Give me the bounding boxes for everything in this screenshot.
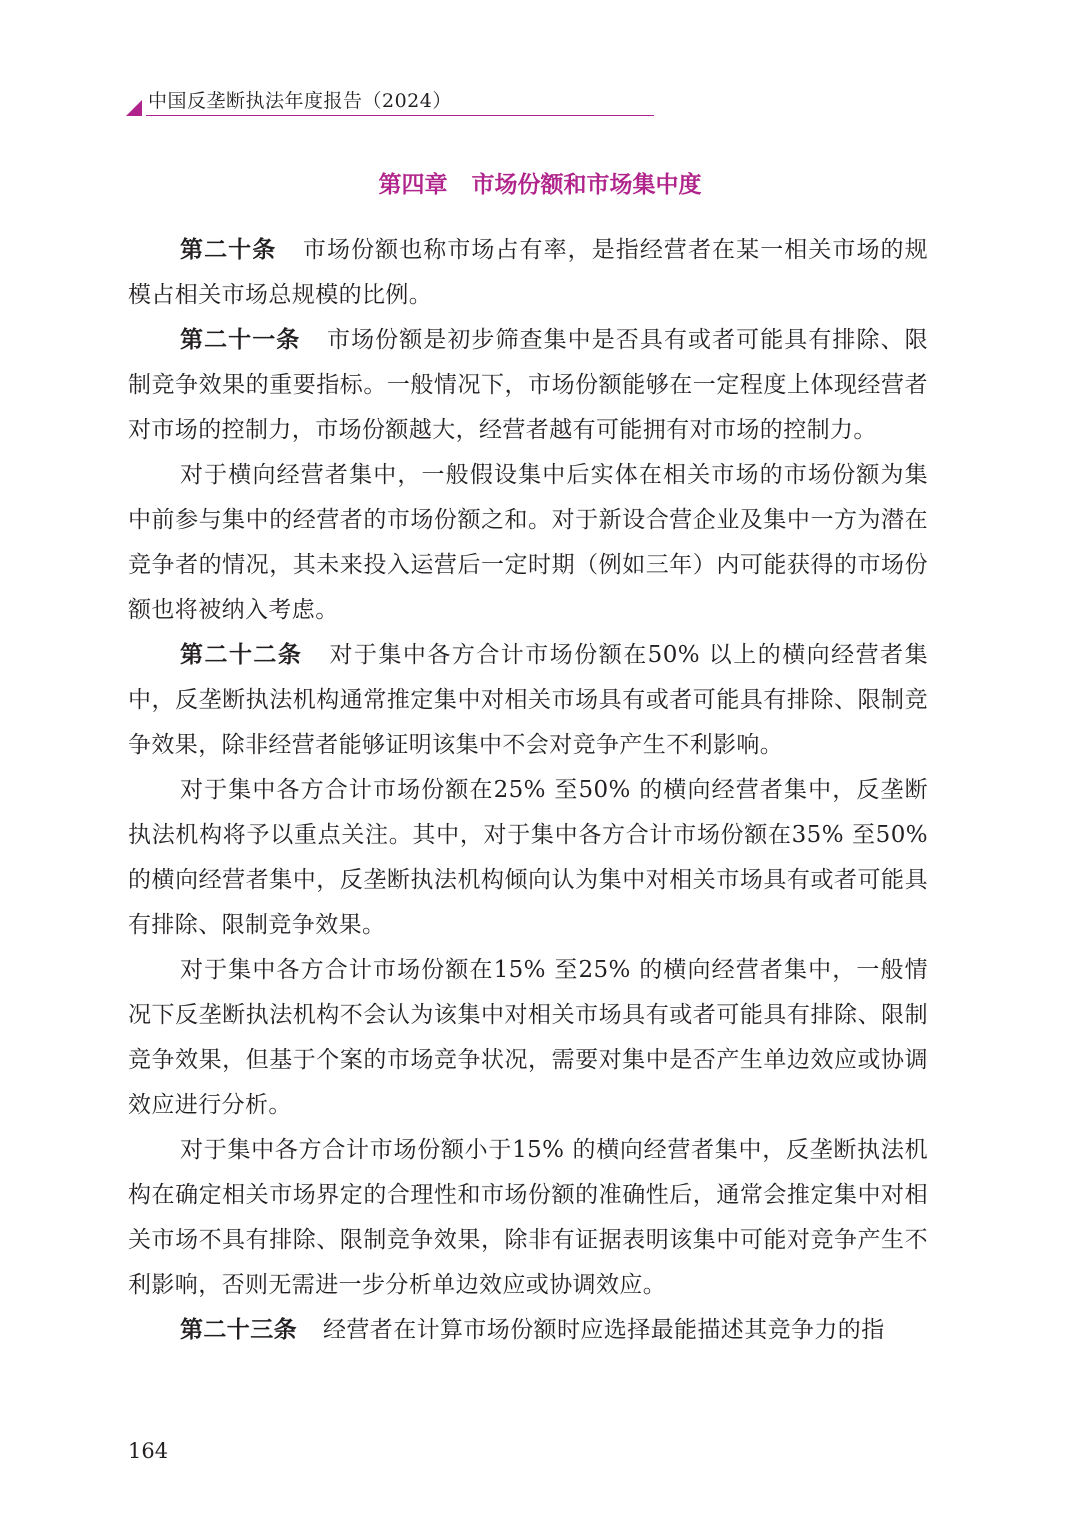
header-rule bbox=[146, 115, 654, 116]
paragraph-text: 对于横向经营者集中，一般假设集中后实体在相关市场的市场份额为集中前参与集中的经营者的市场份额之和。对于新设合营企业及集中一方为潜在竞争者的情况，其未来投入运营后一定时期（例如三年）内可能获得的市场份额也将被纳入考虑。 bbox=[128, 462, 928, 623]
paragraph-text: 市场份额也称市场占有率，是指经营者在某一相关市场的规模占相关市场总规模的比例。 bbox=[128, 237, 928, 308]
paragraph bbox=[128, 948, 928, 1128]
paragraph bbox=[128, 633, 928, 768]
chapter-number: 第四章 bbox=[378, 172, 448, 198]
chapter-title bbox=[0, 168, 1080, 202]
article-number: 第二十条 bbox=[180, 237, 277, 263]
paragraph bbox=[128, 453, 928, 633]
paragraph-text: 对于集中各方合计市场份额在15% 至25% 的横向经营者集中，一般情况下反垄断执法机构不会认为该集中对相关市场具有或者可能具有排除、限制竞争效果，但基于个案的市场竞争状况，需要对集中是否产生单边效应或协调效应进行分析。 bbox=[128, 957, 928, 1118]
paragraph-text: 对于集中各方合计市场份额在50% 以上的横向经营者集中，反垄断执法机构通常推定集中对相关市场具有或者可能具有排除、限制竞争效果，除非经营者能够证明该集中不会对竞争产生不利影响。 bbox=[128, 642, 928, 758]
chapter-name: 市场份额和市场集中度 bbox=[471, 172, 702, 198]
article-number: 第二十一条 bbox=[180, 327, 301, 353]
article-number: 第二十二条 bbox=[180, 642, 303, 668]
paragraph-text: 对于集中各方合计市场份额小于15% 的横向经营者集中，反垄断执法机构在确定相关市场界定的合理性和市场份额的准确性后，通常会推定集中对相关市场不具有排除、限制竞争效果，除非有证据表明该集中可能对竞争产生不利影响，否则无需进一步分析单边效应或协调效应。 bbox=[128, 1137, 928, 1298]
paragraph bbox=[128, 228, 928, 318]
paragraph-text: 市场份额是初步筛查集中是否具有或者可能具有排除、限制竞争效果的重要指标。一般情况下，市场份额能够在一定程度上体现经营者对市场的控制力，市场份额越大，经营者越有可能拥有对市场的控制力。 bbox=[128, 327, 929, 443]
paragraph bbox=[128, 318, 928, 453]
running-header-title: 中国反垄断执法年度报告（2024） bbox=[148, 90, 452, 112]
paragraph bbox=[128, 1308, 928, 1353]
body-text bbox=[128, 228, 928, 1353]
running-header bbox=[126, 88, 654, 118]
paragraph-text: 经营者在计算市场份额时应选择最能描述其竞争力的指 bbox=[323, 1317, 885, 1343]
paragraph bbox=[128, 1128, 928, 1308]
header-triangle-icon bbox=[126, 100, 142, 116]
paragraph bbox=[128, 768, 928, 948]
article-number: 第二十三条 bbox=[180, 1317, 297, 1343]
page-number: 164 bbox=[128, 1439, 169, 1463]
paragraph-text: 对于集中各方合计市场份额在25% 至50% 的横向经营者集中，反垄断执法机构将予以重点关注。其中，对于集中各方合计市场份额在35% 至50% 的横向经营者集中，反垄断执法机构倾向认为集中对相关市场具有或者可能具有排除、限制竞争效果。 bbox=[128, 777, 928, 938]
